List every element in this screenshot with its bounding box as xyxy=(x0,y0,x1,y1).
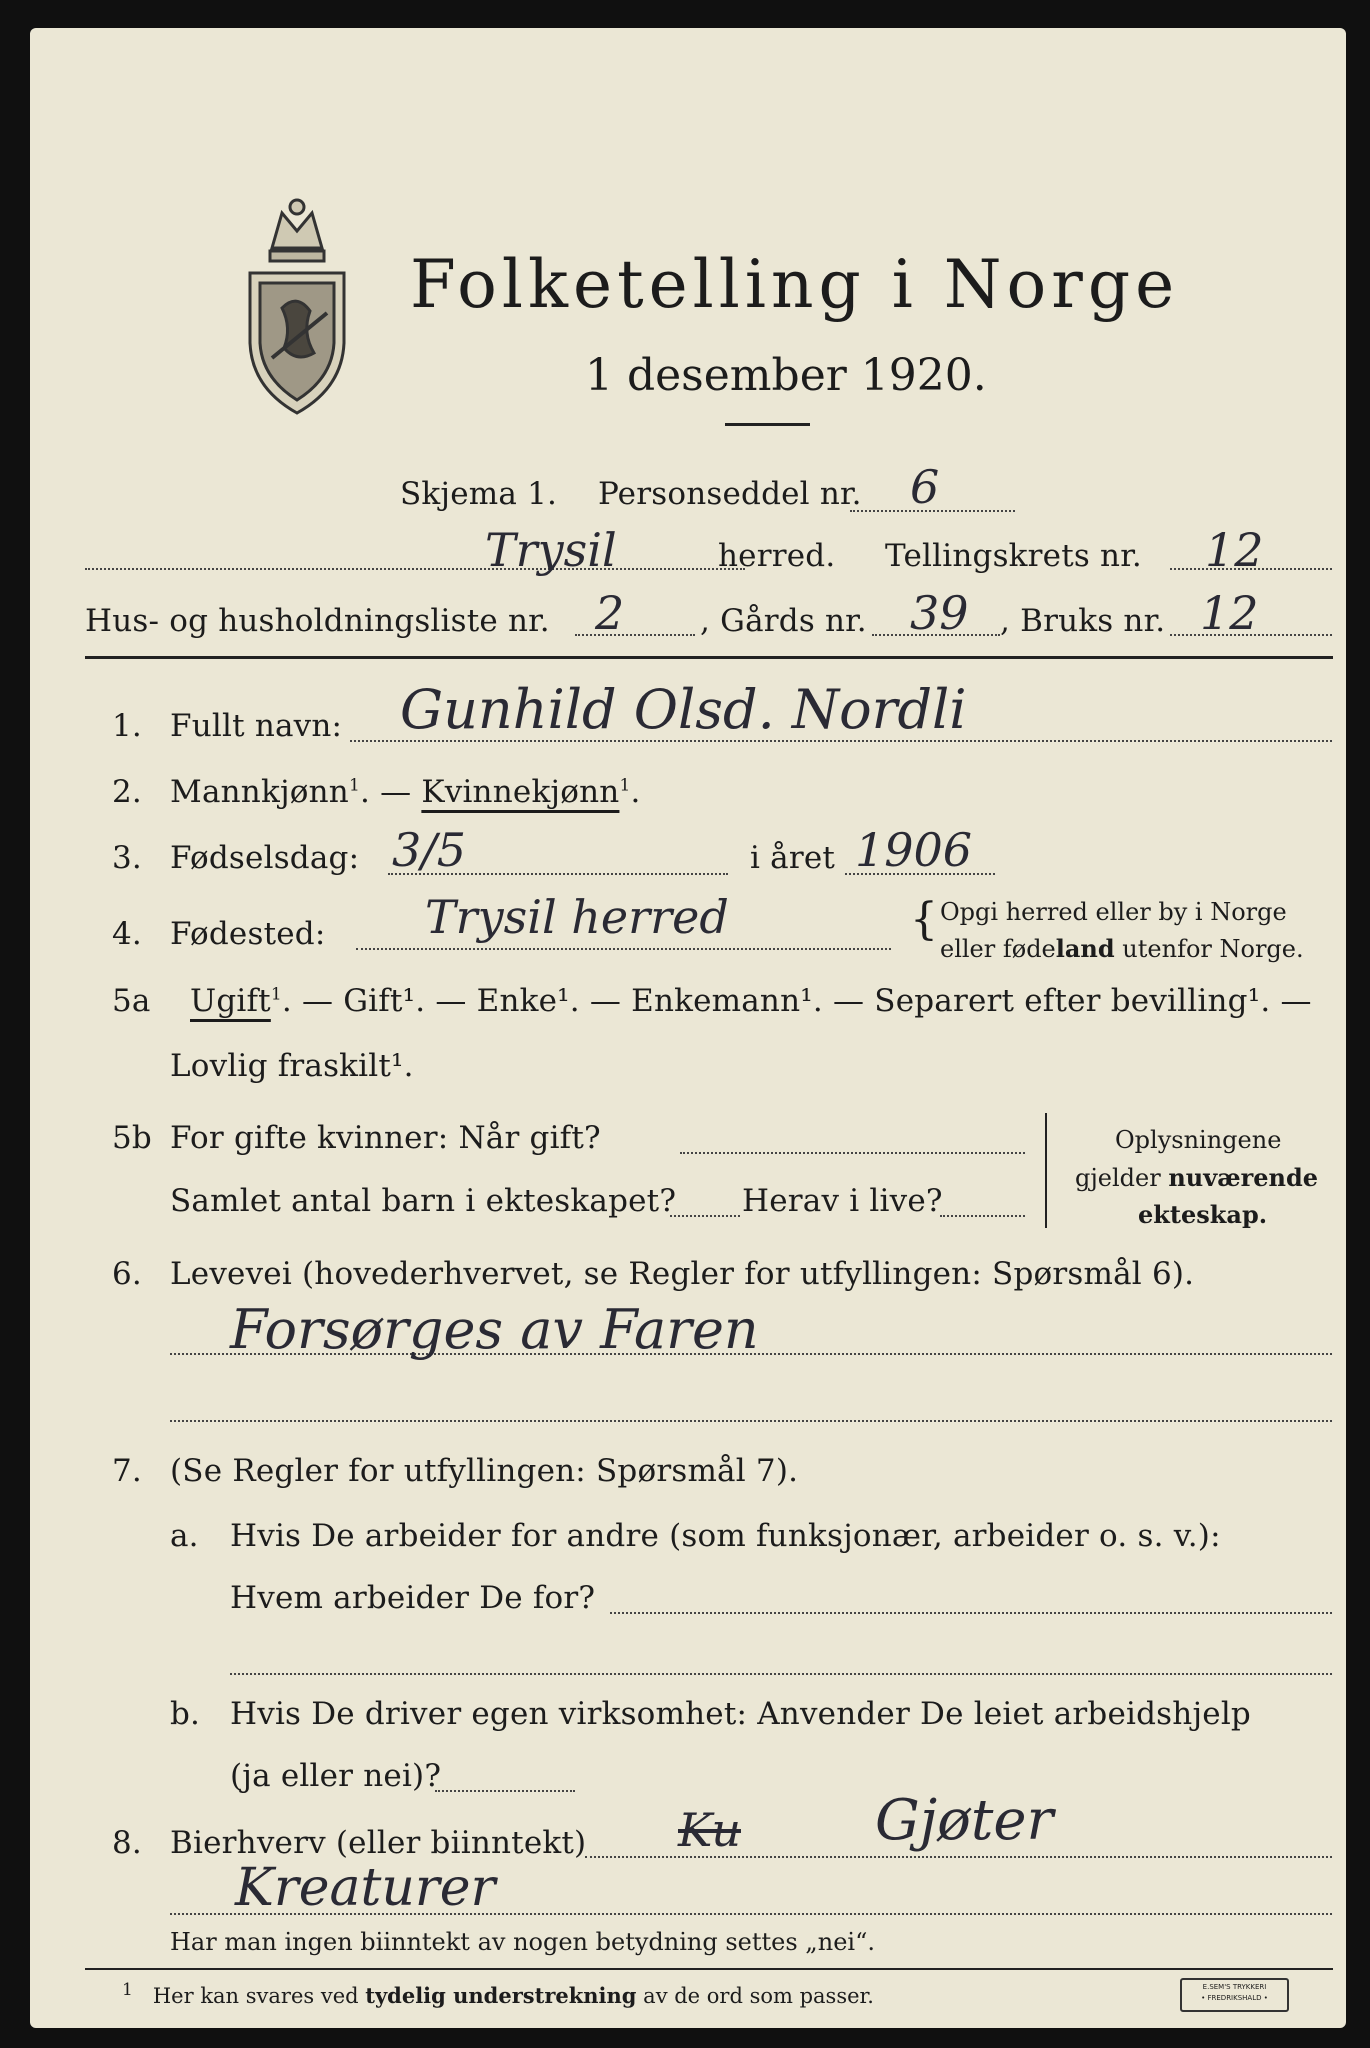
printer-stamp xyxy=(1180,1978,1289,2012)
q4-value: Trysil herred xyxy=(425,890,729,944)
tellingskrets-value: 12 xyxy=(1205,523,1264,577)
q1-value: Gunhild Olsd. Nordli xyxy=(400,678,967,741)
q7a-line2 xyxy=(230,1673,1332,1675)
bruks-label: , Bruks nr. xyxy=(1000,603,1166,639)
q2-mann-end: . xyxy=(359,774,371,810)
q8-note: Har man ingen biinntekt av nogen betydning settes „nei“. xyxy=(170,1928,875,1956)
footer-divider xyxy=(85,1968,1333,1970)
q7b-label: Hvis De driver egen virksomhet: Anvender De leiet arbeidshjelp xyxy=(230,1696,1251,1732)
q5b-note2b: nuværende xyxy=(1168,1163,1319,1192)
q2-kvinne-sup: 1 xyxy=(619,775,631,796)
bruks-value: 12 xyxy=(1200,586,1259,640)
q5b-bracket xyxy=(1045,1113,1047,1228)
title-divider xyxy=(725,423,810,426)
q4-brace: { xyxy=(910,894,938,945)
q5b-note2a: gjelder xyxy=(1075,1164,1169,1192)
q5b-note3: ekteskap. xyxy=(1138,1200,1268,1229)
gards-label: , Gårds nr. xyxy=(700,603,867,639)
herred-line xyxy=(85,568,745,570)
q7a-line1 xyxy=(610,1612,1332,1614)
hus-label: Hus- og husholdningsliste nr. xyxy=(85,603,550,639)
q8-value2: Kreaturer xyxy=(235,1858,496,1918)
herred-label: herred. xyxy=(718,538,836,574)
hus-value: 2 xyxy=(595,586,625,640)
q6-label: Levevei (hovederhvervet, se Regler for utfyllingen: Spørsmål 6). xyxy=(170,1256,1195,1292)
q5a-ugift-sup: 1 xyxy=(270,984,282,1005)
herred-value: Trysil xyxy=(485,523,617,577)
q4-note-c: utenfor Norge. xyxy=(1114,935,1304,963)
footnote xyxy=(122,1980,874,2008)
q6-value: Forsørges av Faren xyxy=(230,1298,759,1361)
footnote-text-a: Her kan svares ved xyxy=(152,1984,366,2008)
q4-note-line1: Opgi herred eller by i Norge xyxy=(940,898,1287,926)
q7a-label2: Hvem arbeider De for? xyxy=(230,1580,596,1616)
q7-label: (Se Regler for utfyllingen: Spørsmål 7). xyxy=(170,1453,799,1489)
q5b-number: 5b xyxy=(112,1120,152,1156)
q1-label: Fullt navn: xyxy=(170,708,343,744)
q3-year-label: i året xyxy=(750,840,836,876)
q5a-ugift: Ugift xyxy=(190,983,271,1019)
q5b-gift-line xyxy=(680,1152,1025,1154)
q5b-note2 xyxy=(1075,1163,1318,1192)
norwegian-coat-of-arms-icon xyxy=(242,193,352,418)
q2-options xyxy=(170,774,641,810)
q8-value: Gjøter xyxy=(875,1788,1054,1853)
skjema-label: Skjema 1. xyxy=(400,476,558,512)
q3-year-value: 1906 xyxy=(855,823,973,877)
printer-stamp-line1: E.SEM'S TRYKKERI xyxy=(1202,1983,1267,1991)
tellingskrets-label: Tellingskrets nr. xyxy=(885,538,1142,574)
q5b-label3: Herav i live? xyxy=(742,1183,943,1219)
q3-number: 3. xyxy=(112,840,142,876)
q4-line xyxy=(356,948,891,950)
footnote-text-c: av de ord som passer. xyxy=(636,1984,874,2008)
q5b-label2: Samlet antal barn i ekteskapet? xyxy=(170,1183,677,1219)
q5a-options xyxy=(190,983,1312,1019)
q5a-number: 5a xyxy=(112,983,151,1019)
q2-mann: Mannkjønn xyxy=(170,774,349,810)
q7b-number: b. xyxy=(170,1696,201,1732)
q7a-number: a. xyxy=(170,1518,199,1554)
q8-number: 8. xyxy=(112,1825,142,1861)
q2-kvinne: Kvinnekjønn xyxy=(421,774,620,810)
q5b-live-line xyxy=(940,1215,1025,1217)
q6-line2 xyxy=(170,1420,1332,1422)
q5b-barn-line xyxy=(670,1215,740,1217)
q4-note-line2 xyxy=(940,934,1304,963)
q8-label: Bierhverv (eller biinntekt) xyxy=(170,1825,587,1861)
q7a-label: Hvis De arbeider for andre (som funksjonær, arbeider o. s. v.): xyxy=(230,1518,1221,1554)
q7b-label2: (ja eller nei)? xyxy=(230,1758,442,1794)
header-divider xyxy=(85,656,1333,659)
q5b-note1: Oplysningene xyxy=(1115,1126,1282,1154)
q2-mann-sup: 1 xyxy=(348,775,360,796)
q2-number: 2. xyxy=(112,774,142,810)
q4-number: 4. xyxy=(112,916,142,952)
q4-label: Fødested: xyxy=(170,916,326,952)
footnote-number: 1 xyxy=(122,1980,133,2000)
q4-note-a: eller føde xyxy=(940,935,1056,963)
q3-day-value: 3/5 xyxy=(392,823,467,877)
q8-struck: Ku xyxy=(678,1803,741,1857)
q5a-rest: . — Gift¹. — Enke¹. — Enkemann¹. — Separert efter bevilling¹. — xyxy=(281,983,1312,1019)
q5a-line2: Lovlig fraskilt¹. xyxy=(170,1048,414,1084)
q2-kvinne-end: . xyxy=(630,774,641,810)
q5b-label1: For gifte kvinner: Når gift? xyxy=(170,1120,601,1156)
footnote-text-b: tydelig understrekning xyxy=(365,1983,637,2008)
gards-value: 39 xyxy=(910,586,969,640)
q2-dash: — xyxy=(380,774,412,810)
q4-note-b: land xyxy=(1055,934,1115,963)
hus-line xyxy=(575,634,695,636)
printer-stamp-line2: • FREDRIKSHALD • xyxy=(1201,1994,1268,2002)
q1-number: 1. xyxy=(112,708,142,744)
personseddel-label: Personseddel nr. xyxy=(598,476,862,512)
q7b-line xyxy=(435,1790,575,1792)
form-date: 1 desember 1920. xyxy=(585,350,987,401)
personseddel-value: 6 xyxy=(910,460,940,514)
q6-number: 6. xyxy=(112,1256,142,1292)
census-form xyxy=(30,28,1346,2028)
q7-number: 7. xyxy=(112,1453,142,1489)
q3-label: Fødselsdag: xyxy=(170,840,360,876)
form-title: Folketelling i Norge xyxy=(410,246,1180,323)
